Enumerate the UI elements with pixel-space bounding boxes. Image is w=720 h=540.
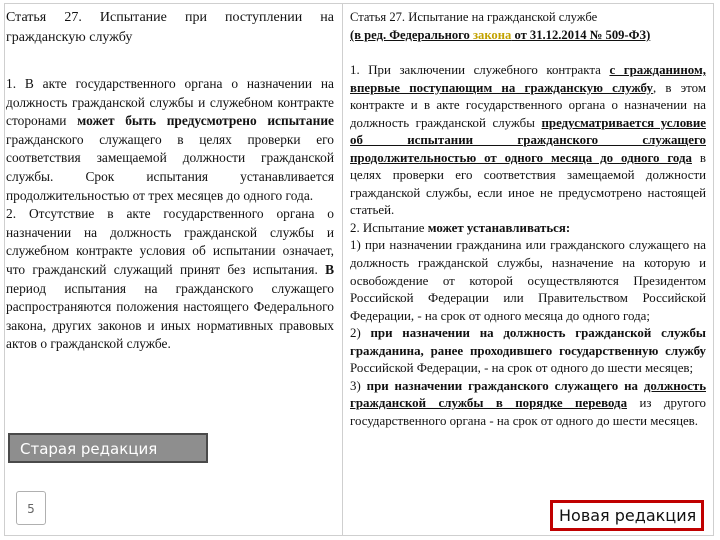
new-paragraph-3: 1) при назначении гражданина или гражданского служащего на должность гражданской службы, назначение на которую и освобождение от которой осуществляются Президентом Российской Федерации или Правительством Российской Федерации, - на срок от одного месяца до одного года; bbox=[350, 238, 706, 323]
new-p5-bold-underline: должность гражданской службы в порядке перевода bbox=[350, 378, 707, 411]
old-p2-bold: В bbox=[325, 261, 334, 277]
old-paragraph-1 bbox=[6, 75, 334, 205]
new-p5-bold: при назначении гражданского служащего на bbox=[366, 378, 644, 393]
new-p1-text-e: в целях проверки его соответствия замещаемой должности гражданской службы, если иное не предусмотрено настоящей статьей. bbox=[350, 150, 706, 218]
new-p4-bold: при назначении на должность гражданской службы гражданина, ранее проходившего государственную службу bbox=[350, 326, 706, 358]
new-article-heading-block bbox=[350, 8, 706, 44]
old-p1-bold: может быть предусмотрено испытание bbox=[77, 113, 334, 129]
old-p2-text-c: период испытания на гражданского служащего распространяются положения настоящего Федерального закона, других законов и иных нормативных правовых актов о гражданской службе. bbox=[6, 280, 334, 352]
new-p1-text-c: , в этом контракте и в акте государственного органа о назначении на должность гражданской службы bbox=[350, 80, 706, 130]
old-version-label: Старая редакция bbox=[8, 433, 208, 463]
new-p5-text-a: 3) bbox=[350, 378, 367, 393]
old-p2-text-a: 2. Отсутствие в акте государственного органа о назначении на должность гражданской службы и служебном контракте условия об испытании означает, что гражданский служащий принят без испытания. bbox=[6, 206, 334, 277]
new-paragraph-5 bbox=[350, 378, 706, 431]
new-p2-text-a: 2. Испытание bbox=[350, 220, 428, 235]
new-paragraph-4 bbox=[350, 325, 706, 378]
law-link[interactable]: закона bbox=[472, 28, 512, 42]
new-version-label: Новая редакция bbox=[550, 500, 704, 531]
new-paragraph-2 bbox=[350, 220, 706, 238]
old-version-column bbox=[6, 8, 334, 354]
new-p4-text-c: Российской Федерации, - на срок от одного до шести месяцев; bbox=[350, 361, 694, 376]
new-p5-text-d: из другого государственного органа - на срок от одного до шести месяцев. bbox=[350, 396, 706, 428]
new-p2-bold: может устанавливаться: bbox=[427, 220, 571, 235]
old-paragraph-2 bbox=[6, 205, 334, 354]
amendment-text-b: от 31.12.2014 № 509-ФЗ) bbox=[511, 28, 651, 42]
amendment-note bbox=[350, 26, 706, 44]
new-paragraph-1 bbox=[350, 62, 706, 220]
new-p1-bold-underline-1: с гражданином, впервые поступающим на гражданскую службу bbox=[350, 63, 706, 95]
new-version-column bbox=[350, 8, 706, 430]
amendment-text-a: (в ред. Федерального bbox=[350, 28, 473, 42]
old-article-heading: Статья 27. Испытание при поступлении на гражданскую службу bbox=[6, 10, 334, 45]
new-p1-bold-underline-2: предусматривается условие об испытании гражданского служащего продолжительностью от одного месяца до одного года bbox=[350, 115, 706, 165]
new-article-heading: Статья 27. Испытание на гражданской службе bbox=[350, 10, 598, 24]
page-number: 5 bbox=[16, 491, 46, 525]
old-p1-text-c: гражданского служащего в целях проверки его соответствия замещаемой должности гражданской службы. Срок испытания устанавливается продолжительностью от трех месяцев до одного года. bbox=[6, 131, 334, 203]
column-divider bbox=[342, 3, 343, 536]
new-p1-text-a: 1. При заключении служебного контракта bbox=[350, 63, 610, 77]
new-p4-text-a: 2) bbox=[350, 326, 371, 341]
old-p1-text-a: 1. В акте государственного органа о назначении на должность гражданской службы и служебном контракте сторонами bbox=[6, 76, 334, 129]
